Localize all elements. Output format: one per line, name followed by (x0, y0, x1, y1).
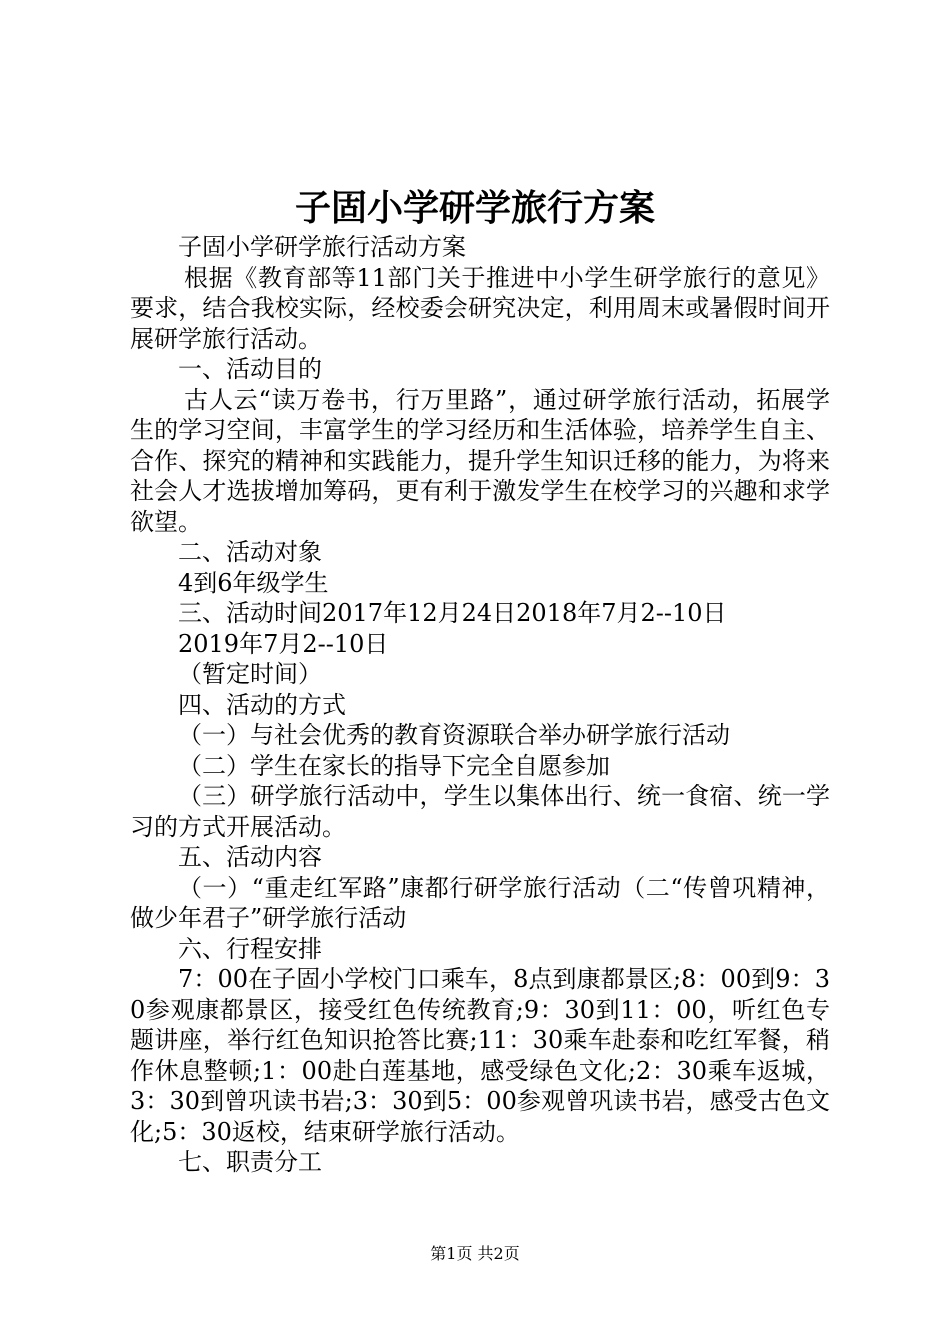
paragraph: 4到6年级学生 (178, 568, 329, 597)
paragraph: 2019年7月2--10日 (178, 629, 389, 658)
paragraph: 七、职责分工 (178, 1148, 322, 1176)
paragraph: 一、活动目的 (178, 355, 322, 383)
paragraph: 根据《教育部等11部门关于推进中小学生研学旅行的意见》要求，结合我校实际，经校委会研究决定，利用周末或暑假时间开展研学旅行活动。 (130, 263, 830, 353)
paragraph: （一）“重走红军路”康都行研学旅行活动（二“传曾巩精神，做少年君子”研学旅行活动 (130, 873, 830, 932)
paragraph: 子固小学研学旅行活动方案 (178, 233, 466, 261)
paragraph: 二、活动对象 (178, 538, 322, 566)
page-footer: 第1页 共2页 (430, 1244, 520, 1263)
document-title: 子固小学研学旅行方案 (294, 187, 655, 229)
paragraph: 三、活动时间2017年12月24日2018年7月2--10日 (178, 599, 727, 627)
paragraph: （暂定时间） (178, 660, 322, 688)
paragraph: （二）学生在家长的指导下完全自愿参加 (178, 751, 610, 780)
document-body (130, 232, 830, 1178)
paragraph: 7：00在子固小学校门口乘车，8点到康都景区;8：00到9：30参观康都景区，接受红色传统教育;9：30到11：00，听红色专题讲座，举行红色知识抢答比赛;11：30乘车赴泰和吃红军餐，稍作休息整顿;1：00赴白莲基地，感受绿色文化;2：30乘车返城，3：30到曾巩读书岩;3：30到5：00参观曾巩读书岩，感受古色文化;5：30返校，结束研学旅行活动。 (130, 965, 830, 1146)
paragraph: （一）与社会优秀的教育资源联合举办研学旅行活动 (178, 721, 730, 749)
paragraph: 古人云“读万卷书，行万里路”，通过研学旅行活动，拓展学生的学习空间，丰富学生的学习经历和生活体验，培养学生自主、合作、探究的精神和实践能力，提升学生知识迁移的能力，为将来社会人才选拔增加筹码，更有利于激发学生在校学习的兴趣和求学欲望。 (130, 385, 830, 536)
paragraph: 四、活动的方式 (178, 690, 346, 719)
paragraph: 六、行程安排 (178, 934, 322, 963)
paragraph: （三）研学旅行活动中，学生以集体出行、统一食宿、统一学习的方式开展活动。 (130, 782, 830, 841)
paragraph: 五、活动内容 (178, 843, 322, 871)
